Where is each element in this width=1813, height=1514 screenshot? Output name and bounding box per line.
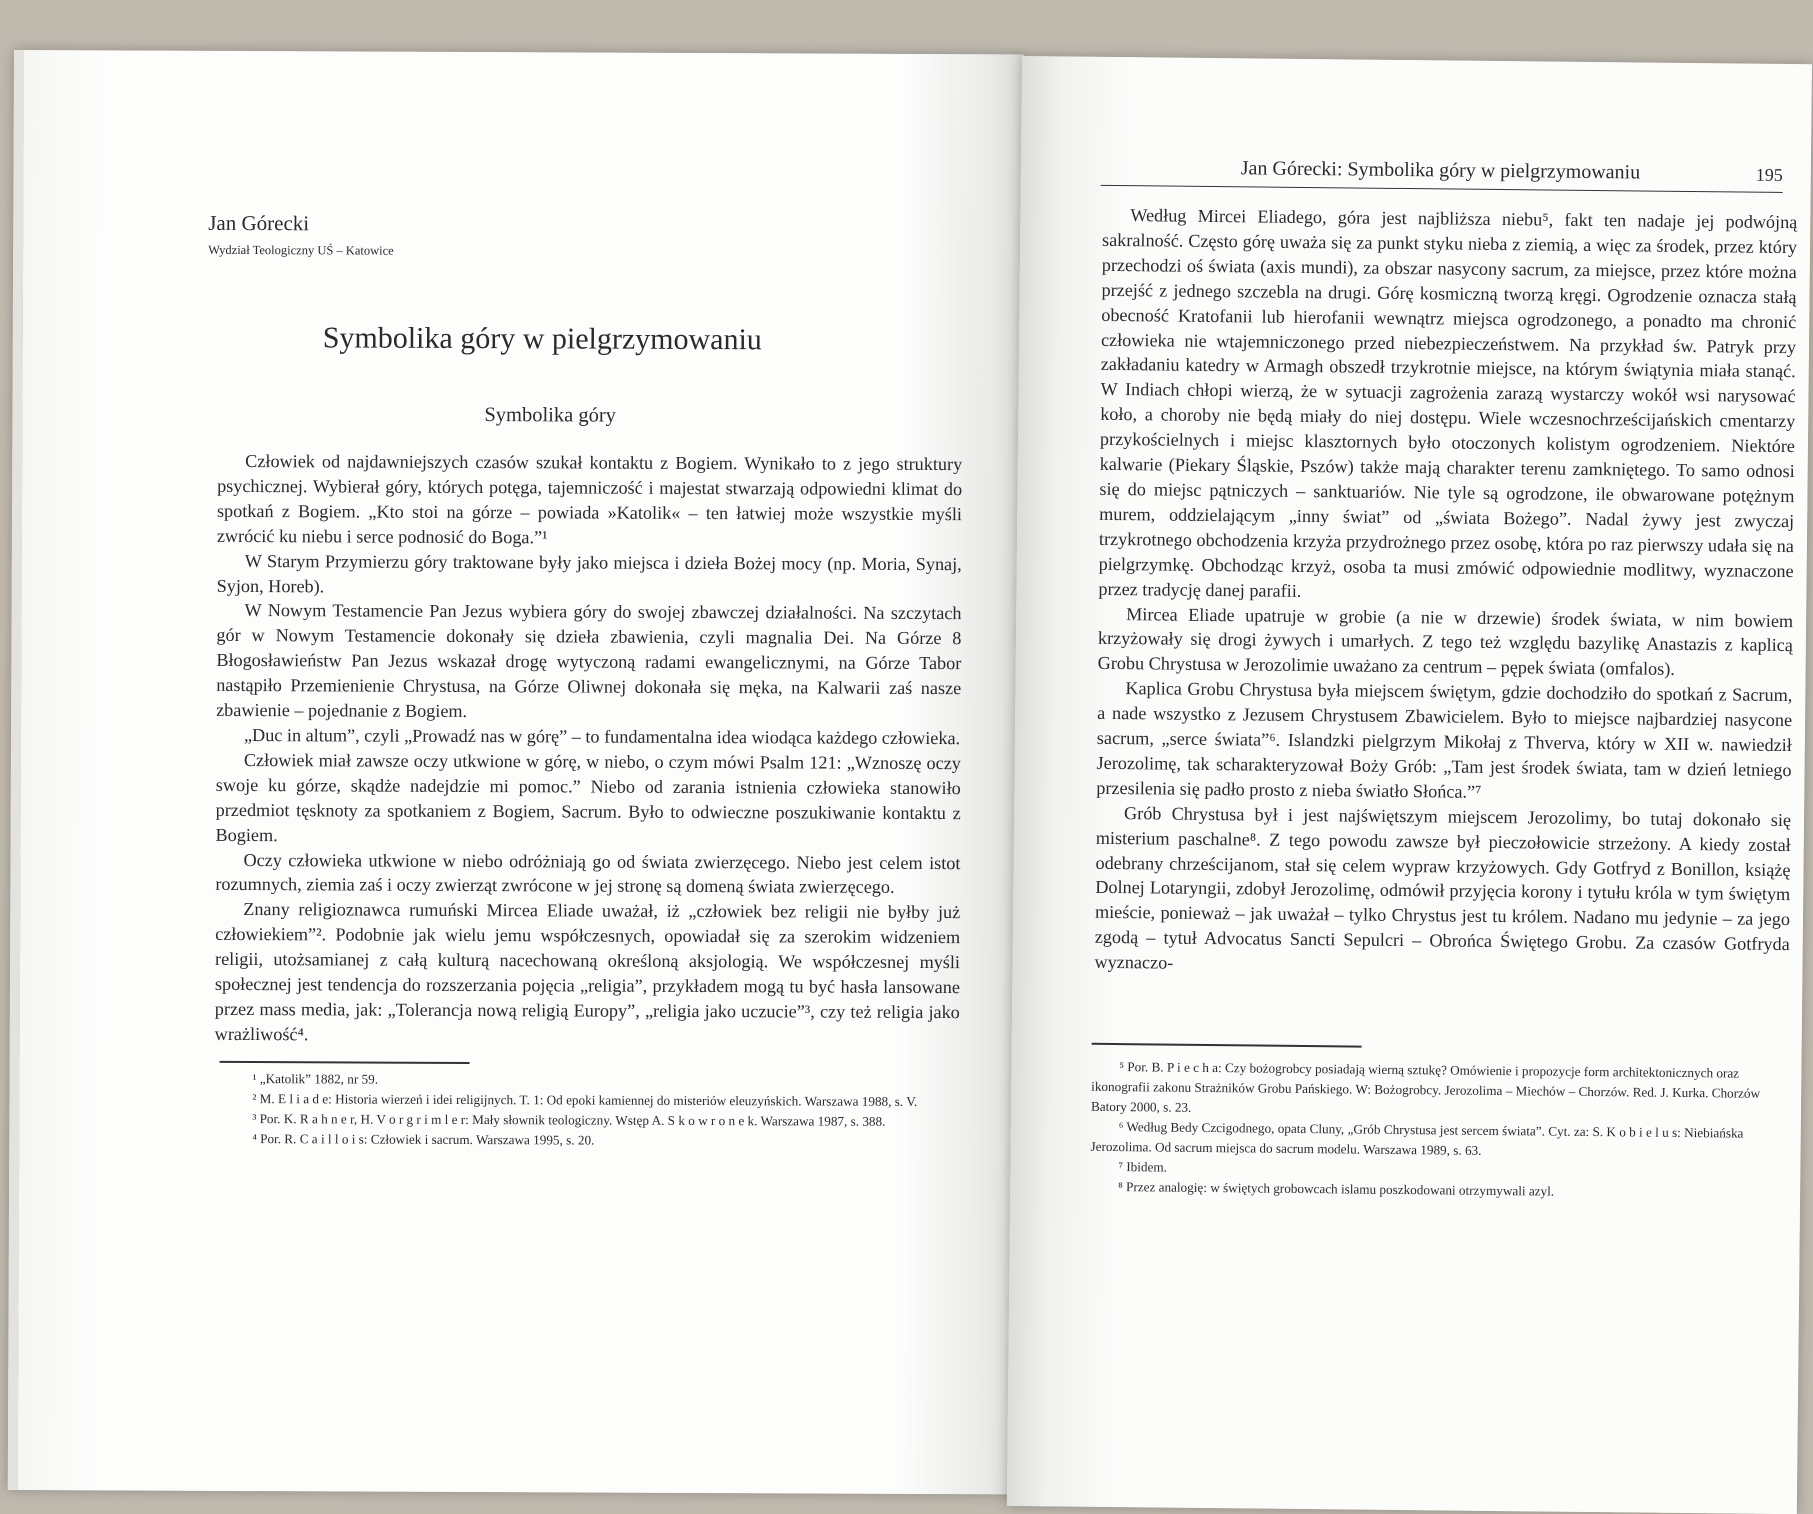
right-footnotes	[1090, 1057, 1791, 1204]
left-footnotes	[224, 1069, 954, 1152]
right-page	[1007, 56, 1812, 1514]
author-affiliation: Wydział Teologiczny UŚ – Katowice	[208, 242, 394, 258]
paragraph: Kaplica Grobu Chrystusa była miejscem świętym, gdzie dochodziło do spotkań z Sacrum, a nade wszystko z Jezusem Chrystusem Zbawicielem. Było to miejsce najbardziej nasycone sacrum, „serce świata”⁶. Islandzki pielgrzym Mikołaj z Thverva, który w XII w. nawiedził Jerozolimę, tak scharakteryzował Boży Grób: „Tam jest środek świata, tam w dzień letniego przesilenia się padło prosto z nieba światło Słońca.”⁷	[1096, 678, 1793, 802]
paragraph: „Duc in altum”, czyli „Prowadź nas w górę” – to fundamentalna idea wiodąca każdego człowieka.	[243, 724, 961, 749]
paragraph: Według Mircei Eliadego, góra jest najbliższa niebu⁵, fakt ten nadaje jej podwójną sakralność. Często górę uważa się za punkt styku nieba z ziemią, a więc za środek, przez który przechodzi oś świata (axis mundi), za obszar nasycony sacrum, za miejsce, przez które można przejść z jednego szczebla na drugi. Górę kosmiczną tworzą kręgi. Ogrodzenie oznacza stałą obecność Kratofanii lub hierofanii wewnątrz miejsca ogrodzonego, a ponadto ma chronić człowieka nie wtajemniczonego przed niebezpieczeństwem. Na przykład św. Patryk przy zakładaniu katedry w Armagh obszedł trzykrotnie miejsce, na którym świątynia miała stanąć. W Indiach chłopi wierzą, że w sytuacji zagrożenia zarazą wystarczy wokół wsi narysować koło, a choroby nie będą miały do niej dostępu. Wiele wczesnochrześcijańskich cmentarzy przykościelnych i miejsc klasztornych było otoczonych kolistym ogrodzeniem. Niektóre kalwarie (Piekary Śląskie, Pszów) także mają charakter terenu zamkniętego. To samo odnosi się do miejsc pątniczych – sanktuariów. Nie tyle są ogrodzone, ile obwarowane potężnym murem, oddzielającym „inny świat” od „świata Bożego”. Nadal żywy jest zwyczaj trzykrotnego obchodzenia krzyża przydrożnego przez osobę, która po raz pierwszy udała się na pielgrzymkę. Obchodząc krzyż, osoba ta musi zmówić odpowiednie modlitwy, wyznaczone przez tradycję danej parafii.	[1098, 205, 1798, 601]
paragraph: Człowiek miał zawsze oczy utkwione w górę, w niebo, o czym mówi Psalm 121: „Wznoszę oczy swoje ku górze, skądże nadejdzie mi pomoc.” Niebo od zarania istnienia człowieka stanowiło przedmiot tęsknoty za spotkaniem z Bogiem, Sacrum. Było to odwieczne poszukiwanie kontaktu z Bogiem.	[215, 749, 961, 845]
running-head-text: Jan Górecki: Symbolika góry w pielgrzymowaniu	[1240, 157, 1641, 184]
right-body-text	[1094, 203, 1797, 982]
footnote-divider	[220, 1061, 470, 1064]
footnote: ⁶ Według Bedy Czcigodnego, opata Cluny, „Grób Chrystusa jest sercem świata”. Cyt. za: S. K o b i e l u s: Niebiańska Jerozolima. Od sacrum miejsca do sacrum modelu. Warszawa 1989, s. 63.	[1090, 1119, 1744, 1158]
running-head	[1101, 149, 1783, 193]
left-body-text	[215, 449, 963, 1050]
left-page	[8, 50, 1024, 1494]
footnote: ² M. E l i a d e: Historia wierzeń i idei religijnych. T. 1: Od epoki kamiennej do misteriów eleuzyńskich. Warszawa 1988, s. V.	[252, 1091, 918, 1109]
article-author: Jan Górecki	[208, 210, 310, 236]
footnote: ⁴ Por. R. C a i l l o i s: Człowiek i sacrum. Warszawa 1995, s. 20.	[252, 1131, 595, 1148]
section-title: Symbolika góry	[484, 404, 617, 427]
article-title: Symbolika góry w pielgrzymowaniu	[322, 321, 762, 357]
paragraph: Znany religioznawca rumuński Mircea Eliade uważał, iż „człowiek bez religii nie byłby już człowiekiem”². Podobnie jak wielu jemu współczesnych, opowiadał się za szerokim widzeniem religii, utożsamianej z całą kulturą nacechowaną określoną aksjologią. We współczesnej myśli społecznej jest tendencja do rozszerzania pojęcia „religia”, przykładem mogą tu być hasła lansowane przez mass media, jak: „Tolerancja nową religią Europy”, „religia jako uczucie”³, czy też religia jako wrażliwość⁴.	[214, 899, 961, 1045]
paragraph: W Starym Przymierzu góry traktowane były jako miejsca i dzieła Bożej mocy (np. Moria, Synaj, Syjon, Horeb).	[216, 550, 962, 596]
paragraph: Oczy człowieka utkwione w niebo odróżniają go od świata zwierzęcego. Niebo jest celem istot rozumnych, ziemia zaś i oczy zwierząt zwrócone w jej stronę są domeną świata zwierzęcego.	[215, 849, 961, 898]
footnote-divider	[1092, 1043, 1362, 1048]
footnote: ⁸ Przez analogię: w świętych grobowcach islamu poszkodowani otrzymywali azyl.	[1118, 1179, 1555, 1199]
paragraph: W Nowym Testamencie Pan Jezus wybiera góry do swojej zbawczej działalności. Na szczytach gór w Nowym Testamencie dokonały się dzieła zbawienia, czyli magnalia Dei. Na Górze 8 Błogosławieństw Pan Jezus wskazał drogę wytyczoną radami ewangelicznymi, na Górze Tabor nastąpiło Przemienienie Chrystusa, na Górze Oliwnej dokonała się męka, na Kalwarii zaś nasze zbawienie – pojednanie z Bogiem.	[216, 600, 962, 722]
footnote: ¹ „Katolik” 1882, nr 59.	[252, 1071, 379, 1087]
paragraph: Mircea Eliade upatruje w grobie (a nie w drzewie) środek świata, w nim bowiem krzyżowały się drogi żywych i umarłych. Z tego też względu bazylikę Anastazis z kaplicą Grobu Chrystusa w Jerozolimie uważano za centrum – pępek świata (omfalos).	[1097, 603, 1794, 680]
footnote: ⁵ Por. B. P i e c h a: Czy bożogrobcy posiadają wierną sztukę? Omówienie i propozycje form architektonicznych oraz ikonografii zakonu Strażników Grobu Pańskiego. W: Bożogrobcy. Jerozolima – Miechów – Chorzów. Red. J. Kurka. Chorzów Batory 2000, s. 23.	[1090, 1059, 1761, 1115]
paragraph: Grób Chrystusa był i jest najświętszym miejscem Jerozolimy, bo tutaj dokonało się misterium paschalne⁸. Z tego powodu zawsze był pieczołowicie strzeżony. A kiedy został odebrany chrześcijanom, stał się celem wypraw krzyżowych. Gdy Gotfryd z Bonillon, książę Dolnej Lotaryngii, zdobył Jerozolimę, odmówił przyjęcia korony i tytułu króla w tym świętym mieście, ponieważ – jak uważał – tylko Chrystus jest tu królem. Nadano mu jedynie – za jego zgodą – tytuł Advocatus Sancti Sepulcri – Obrońca Świętego Grobu. Za czasów Gotfryda wyznaczo-	[1094, 802, 1792, 973]
footnote: ⁷ Ibidem.	[1118, 1159, 1167, 1175]
paragraph: Człowiek od najdawniejszych czasów szukał kontaktu z Bogiem. Wynikało to z jego struktury psychicznej. Wybierał góry, których potęga, tajemniczość i majestat stwarzają odpowiedni klimat do spotkań z Bogiem. „Kto stoi na górze – powiada »Katolik« – ten łatwiej może wszystkie myśli zwrócić ku niebu i serce podnosić do Boga.”¹	[216, 451, 963, 548]
page-number: 195	[1755, 164, 1783, 185]
footnote: ³ Por. K. R a h n e r, H. V o r g r i m l e r: Mały słownik teologiczny. Wstęp A. S k o w r o n e k. Warszawa 1987, s. 388.	[252, 1111, 886, 1129]
